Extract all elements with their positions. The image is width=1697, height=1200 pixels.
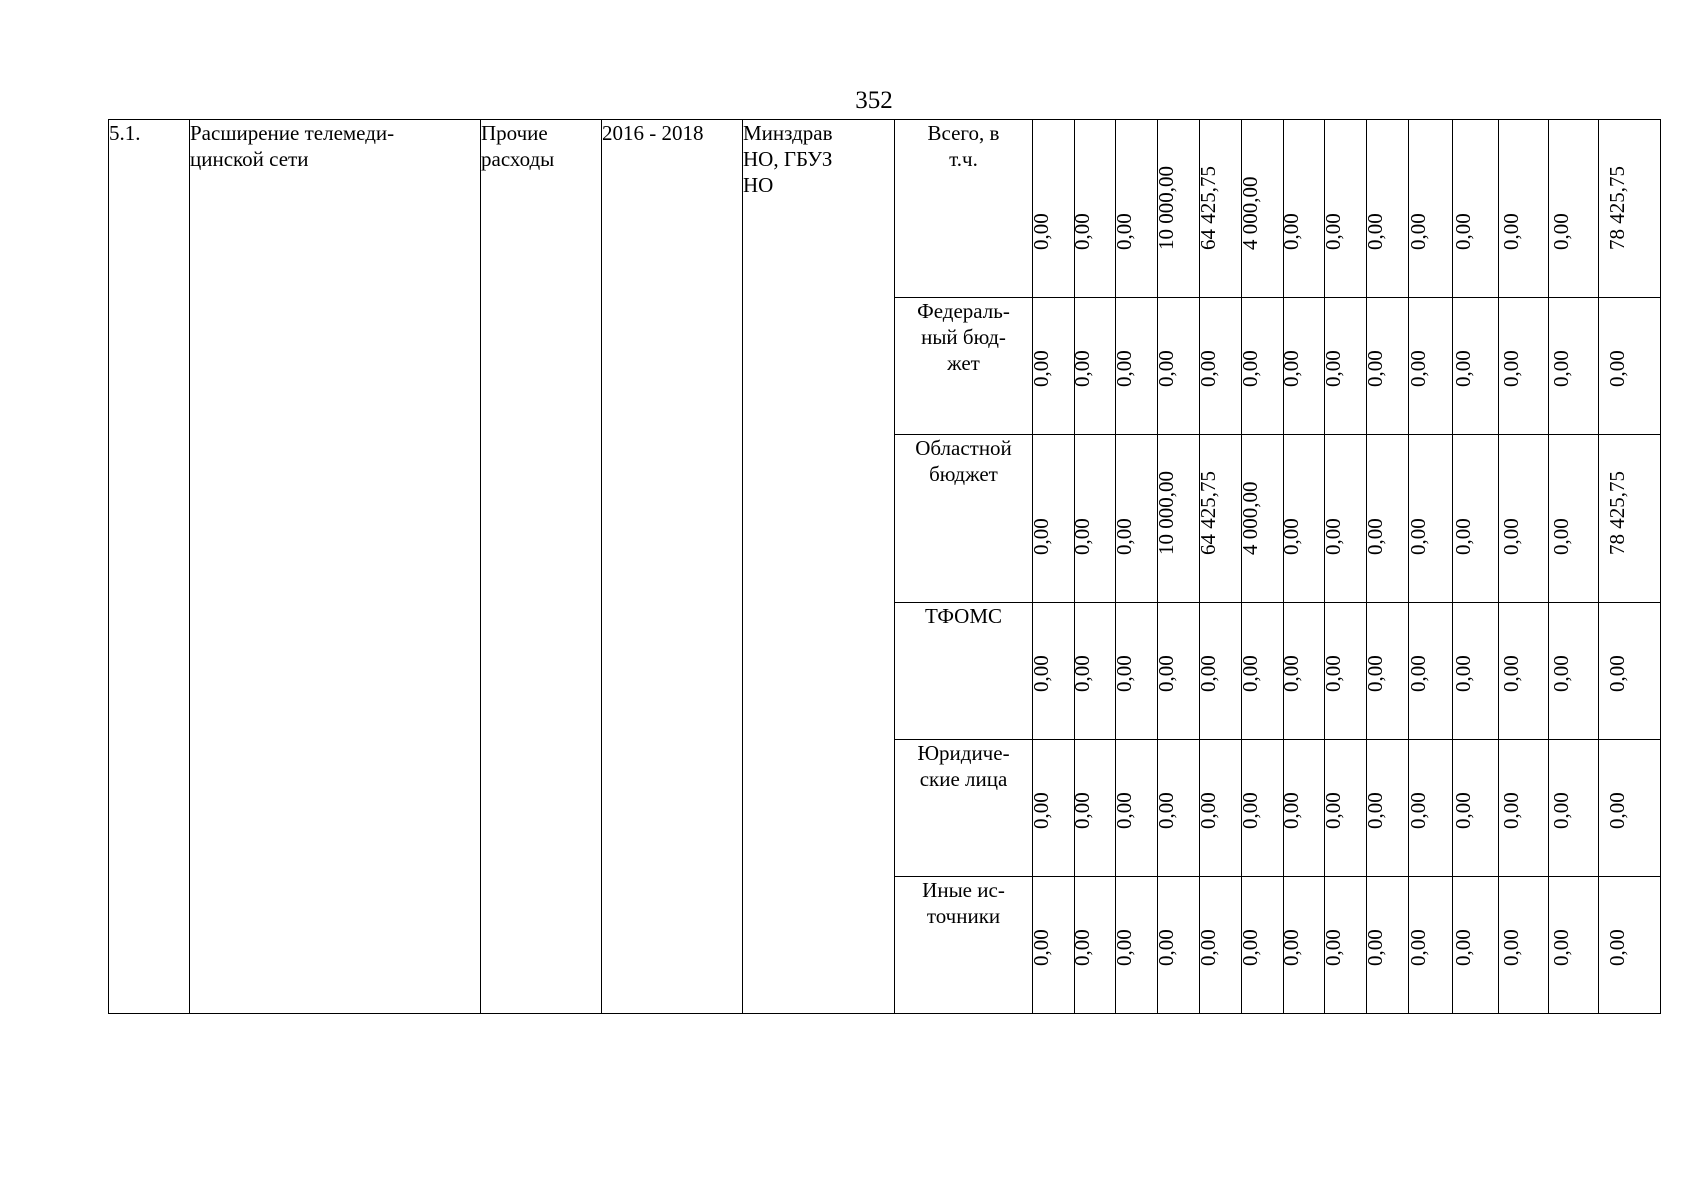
amount-value: 0,00 — [1450, 792, 1475, 829]
row-number-cell: 5.1. — [109, 120, 190, 1014]
amount-cell — [1111, 740, 1158, 877]
amount-cell — [1279, 740, 1325, 877]
amount-cell — [1028, 120, 1075, 298]
amount-value: 4 000,00 — [1237, 176, 1262, 250]
amount-value: 0,00 — [1111, 213, 1136, 250]
amount-value: 0,00 — [1237, 929, 1262, 966]
amount-cell — [1153, 298, 1200, 435]
amount-cell — [1549, 603, 1599, 740]
amount-cell — [1405, 435, 1453, 603]
amount-cell — [1450, 603, 1499, 740]
amount-value: 64 425,75 — [1195, 471, 1220, 555]
amount-value: 0,00 — [1405, 792, 1430, 829]
amount-value: 0,00 — [1070, 792, 1094, 829]
amount-value: 0,00 — [1548, 929, 1573, 966]
amount-cell — [1362, 435, 1409, 603]
amount-value: 0,00 — [1548, 213, 1573, 250]
amount-value: 10 000,00 — [1153, 166, 1178, 250]
amount-cell — [1279, 298, 1325, 435]
amount-value: 0,00 — [1362, 792, 1387, 829]
amount-value: 0,00 — [1153, 792, 1178, 829]
amount-cell — [1549, 298, 1599, 435]
funding-row — [109, 120, 1661, 298]
amount-cell — [1450, 120, 1499, 298]
amount-value: 0,00 — [1279, 350, 1303, 387]
amount-value: 0,00 — [1450, 350, 1475, 387]
amount-value: 0,00 — [1362, 213, 1387, 250]
amount-value: 0,00 — [1028, 929, 1053, 966]
amount-cell — [1153, 877, 1200, 1014]
amount-value: 0,00 — [1320, 213, 1345, 250]
amount-value: 0,00 — [1070, 655, 1094, 692]
amount-value: 0,00 — [1405, 213, 1430, 250]
amount-cell — [1549, 877, 1599, 1014]
amount-value: 0,00 — [1279, 518, 1303, 555]
amount-cell — [1070, 740, 1116, 877]
expense-type-cell: Прочие расходы — [481, 120, 602, 1014]
amount-cell — [1195, 740, 1242, 877]
amount-value: 0,00 — [1195, 350, 1220, 387]
amount-cell — [1111, 120, 1158, 298]
amount-value: 0,00 — [1362, 350, 1387, 387]
amount-cell — [1549, 435, 1599, 603]
amount-value: 0,00 — [1405, 518, 1430, 555]
amount-cell — [1549, 120, 1599, 298]
amount-cell — [1450, 435, 1499, 603]
amount-value: 0,00 — [1111, 792, 1136, 829]
amount-cell — [1499, 877, 1549, 1014]
amount-value: 0,00 — [1498, 213, 1523, 250]
amount-cell — [1499, 120, 1549, 298]
amount-value: 0,00 — [1320, 792, 1345, 829]
amount-cell — [1320, 877, 1367, 1014]
amount-cell — [1070, 120, 1116, 298]
amount-value: 0,00 — [1362, 655, 1387, 692]
amount-cell — [1499, 740, 1549, 877]
amount-cell — [1153, 435, 1200, 603]
amount-value: 0,00 — [1195, 655, 1220, 692]
funding-source-cell: ТФОМС — [895, 603, 1033, 740]
amount-value: 0,00 — [1028, 792, 1053, 829]
amount-cell — [1279, 435, 1325, 603]
amount-value: 0,00 — [1237, 792, 1262, 829]
amount-value: 0,00 — [1153, 929, 1178, 966]
amount-value: 0,00 — [1279, 213, 1303, 250]
amount-cell — [1195, 120, 1242, 298]
amount-value: 0,00 — [1498, 518, 1523, 555]
amount-value: 0,00 — [1362, 518, 1387, 555]
amount-value: 0,00 — [1028, 213, 1053, 250]
amount-cell — [1405, 603, 1453, 740]
amount-cell — [1279, 877, 1325, 1014]
amount-cell — [1111, 435, 1158, 603]
amount-cell — [1499, 603, 1549, 740]
amount-cell — [1405, 740, 1453, 877]
amount-value: 0,00 — [1111, 350, 1136, 387]
amount-value: 0,00 — [1279, 655, 1303, 692]
amount-value: 0,00 — [1450, 213, 1475, 250]
amount-value: 0,00 — [1111, 518, 1136, 555]
amount-value: 0,00 — [1320, 350, 1345, 387]
amount-cell — [1070, 435, 1116, 603]
amount-cell — [1599, 120, 1661, 298]
amount-cell — [1153, 740, 1200, 877]
amount-value: 0,00 — [1237, 350, 1262, 387]
amount-cell — [1549, 740, 1599, 877]
budget-table — [108, 119, 1661, 1014]
amount-cell — [1195, 603, 1242, 740]
amount-cell — [1405, 877, 1453, 1014]
amount-value: 0,00 — [1548, 350, 1573, 387]
amount-cell — [1320, 120, 1367, 298]
executor-cell: Минздрав НО, ГБУЗ НО — [743, 120, 895, 1014]
amount-value: 0,00 — [1604, 350, 1629, 387]
amount-cell — [1405, 120, 1453, 298]
amount-value: 0,00 — [1153, 350, 1178, 387]
funding-source-cell: Всего, в т.ч. — [895, 120, 1033, 298]
funding-source-cell: Федераль- ный бюд- жет — [895, 298, 1033, 435]
amount-cell — [1362, 740, 1409, 877]
amount-value: 10 000,00 — [1153, 471, 1178, 555]
amount-value: 0,00 — [1548, 655, 1573, 692]
amount-value: 0,00 — [1498, 655, 1523, 692]
amount-value: 0,00 — [1279, 792, 1303, 829]
funding-source-cell: Областной бюджет — [895, 435, 1033, 603]
amount-cell — [1195, 435, 1242, 603]
amount-value: 78 425,75 — [1604, 471, 1629, 555]
amount-value: 0,00 — [1153, 655, 1178, 692]
amount-value: 0,00 — [1548, 792, 1573, 829]
amount-value: 0,00 — [1604, 792, 1629, 829]
funding-source-cell: Иные ис- точники — [895, 877, 1033, 1014]
amount-cell — [1362, 120, 1409, 298]
amount-cell — [1362, 603, 1409, 740]
amount-value: 0,00 — [1070, 929, 1094, 966]
amount-value: 64 425,75 — [1195, 166, 1220, 250]
amount-cell — [1070, 603, 1116, 740]
amount-cell — [1362, 877, 1409, 1014]
funding-source-cell: Юридиче- ские лица — [895, 740, 1033, 877]
page-number: 352 — [855, 87, 893, 114]
amount-cell — [1153, 603, 1200, 740]
amount-value: 0,00 — [1320, 518, 1345, 555]
amount-cell — [1237, 120, 1284, 298]
amount-value: 0,00 — [1320, 929, 1345, 966]
amount-cell — [1450, 877, 1499, 1014]
amount-cell — [1599, 740, 1661, 877]
amount-value: 0,00 — [1450, 929, 1475, 966]
amount-cell — [1599, 877, 1661, 1014]
amount-value: 0,00 — [1498, 929, 1523, 966]
period-cell: 2016 - 2018 — [602, 120, 743, 1014]
amount-cell — [1320, 298, 1367, 435]
amount-cell — [1450, 298, 1499, 435]
amount-cell — [1499, 298, 1549, 435]
amount-value: 0,00 — [1195, 929, 1220, 966]
amount-value: 0,00 — [1070, 518, 1094, 555]
amount-value: 0,00 — [1362, 929, 1387, 966]
amount-cell — [1320, 740, 1367, 877]
amount-value: 0,00 — [1405, 929, 1430, 966]
amount-value: 0,00 — [1279, 929, 1303, 966]
amount-value: 0,00 — [1111, 655, 1136, 692]
amount-value: 0,00 — [1070, 213, 1094, 250]
amount-cell — [1195, 877, 1242, 1014]
amount-value: 0,00 — [1498, 350, 1523, 387]
amount-value: 0,00 — [1028, 518, 1053, 555]
amount-cell — [1195, 298, 1242, 435]
amount-value: 0,00 — [1548, 518, 1573, 555]
amount-cell — [1111, 298, 1158, 435]
amount-value: 0,00 — [1320, 655, 1345, 692]
amount-value: 0,00 — [1604, 655, 1629, 692]
amount-value: 0,00 — [1604, 929, 1629, 966]
amount-cell — [1450, 740, 1499, 877]
amount-cell — [1499, 435, 1549, 603]
amount-cell — [1111, 877, 1158, 1014]
amount-value: 0,00 — [1070, 350, 1094, 387]
amount-value: 0,00 — [1405, 350, 1430, 387]
amount-cell — [1599, 603, 1661, 740]
amount-value: 78 425,75 — [1604, 166, 1629, 250]
amount-value: 0,00 — [1028, 350, 1053, 387]
amount-value: 0,00 — [1450, 518, 1475, 555]
amount-cell — [1279, 603, 1325, 740]
amount-value: 4 000,00 — [1237, 481, 1262, 555]
amount-value: 0,00 — [1195, 792, 1220, 829]
amount-cell — [1279, 120, 1325, 298]
amount-cell — [1599, 298, 1661, 435]
amount-cell — [1111, 603, 1158, 740]
amount-cell — [1070, 877, 1116, 1014]
amount-cell — [1599, 435, 1661, 603]
amount-cell — [1153, 120, 1200, 298]
amount-value: 0,00 — [1237, 655, 1262, 692]
amount-value: 0,00 — [1498, 792, 1523, 829]
amount-cell — [1070, 298, 1116, 435]
amount-value: 0,00 — [1405, 655, 1430, 692]
amount-value: 0,00 — [1028, 655, 1053, 692]
amount-cell — [1405, 298, 1453, 435]
amount-cell — [1320, 435, 1367, 603]
amount-cell — [1362, 298, 1409, 435]
amount-cell — [1320, 603, 1367, 740]
amount-value: 0,00 — [1111, 929, 1136, 966]
measure-name-cell: Расширение телемеди- цинской сети — [190, 120, 481, 1014]
amount-value: 0,00 — [1450, 655, 1475, 692]
